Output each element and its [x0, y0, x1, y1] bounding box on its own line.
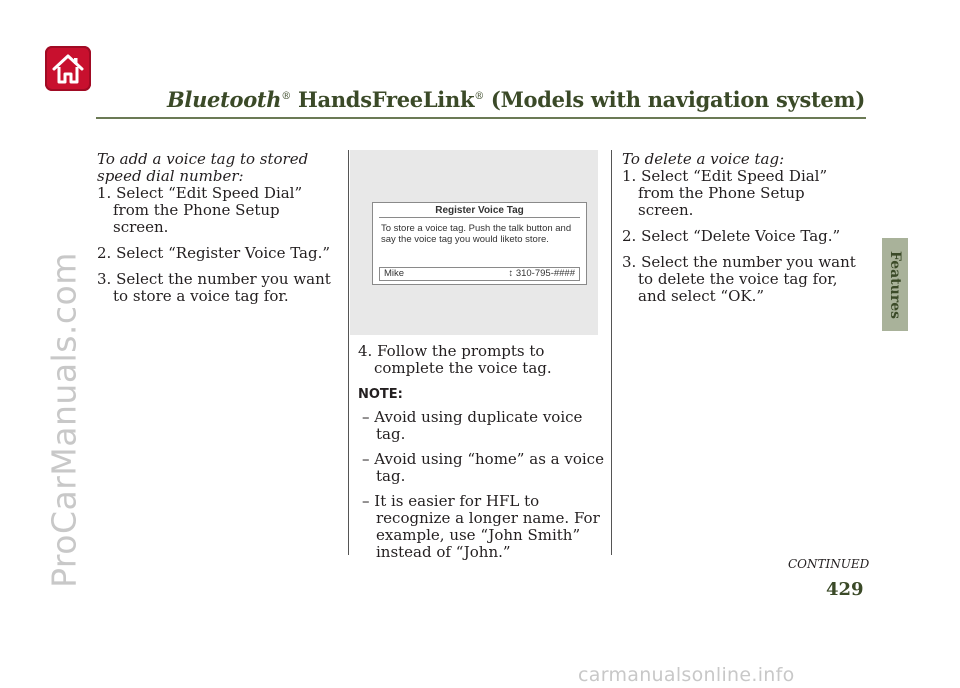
note-item: – Avoid using “home” as a voice tag.: [362, 450, 604, 485]
instruction-step: 2. Select “Register Voice Tag.”: [97, 244, 331, 262]
column-add-voice-tag: [97, 151, 337, 314]
section-tab-label: Features: [887, 251, 903, 319]
page-number: 429: [826, 579, 864, 600]
note-item: – It is easier for HFL to recognize a longer name. For example, use “John Smith” instead of “John.”: [362, 492, 600, 561]
page-header-title: [167, 87, 865, 112]
header-models-text: (Models with navigation system): [483, 87, 865, 112]
speed-dial-entry: [379, 267, 580, 281]
continued-label: CONTINUED: [788, 557, 870, 571]
column-delete-voice-tag: [622, 151, 862, 314]
note-label: NOTE:: [358, 387, 403, 402]
add-voice-tag-subhead: To add a voice tag to stored speed dial number:: [97, 150, 309, 185]
home-icon: [50, 51, 86, 87]
registered-mark: ®: [474, 91, 484, 102]
instruction-step: 2. Select “Delete Voice Tag.”: [622, 227, 841, 245]
instruction-step: 3. Select the number you want to store a voice tag for.: [97, 270, 331, 305]
watermark-left: ProCarManuals.com: [44, 252, 84, 588]
column-divider: [348, 150, 349, 555]
column-voice-tag-notes: [358, 343, 606, 569]
instruction-step: 1. Select “Edit Speed Dial” from the Phone Setup screen.: [97, 184, 303, 236]
instruction-step: 1. Select “Edit Speed Dial” from the Phone Setup screen.: [622, 167, 828, 219]
header-divider: [96, 117, 866, 119]
home-button[interactable]: [45, 46, 91, 91]
instruction-step: 4. Follow the prompts to complete the voice tag.: [358, 342, 552, 377]
entry-number: ↕ 310-795-####: [508, 268, 575, 279]
delete-voice-tag-subhead: To delete a voice tag:: [622, 150, 785, 168]
entry-name: Mike: [384, 268, 405, 279]
note-item: – Avoid using duplicate voice tag.: [362, 408, 583, 443]
watermark-bottom: carmanualsonline.info: [578, 664, 795, 686]
register-voice-tag-screen: [372, 202, 587, 285]
instruction-step: 3. Select the number you want to delete the voice tag for, and select “OK.”: [622, 253, 856, 305]
screen-title: Register Voice Tag: [379, 203, 580, 218]
header-bluetooth-text: Bluetooth: [166, 87, 282, 112]
header-hfl-text: HandsFreeLink: [290, 87, 475, 112]
screen-message: To store a voice tag. Push the talk button and say the voice tag you would liketo store.: [381, 223, 572, 245]
column-divider: [611, 150, 612, 555]
registered-mark: ®: [281, 91, 291, 102]
